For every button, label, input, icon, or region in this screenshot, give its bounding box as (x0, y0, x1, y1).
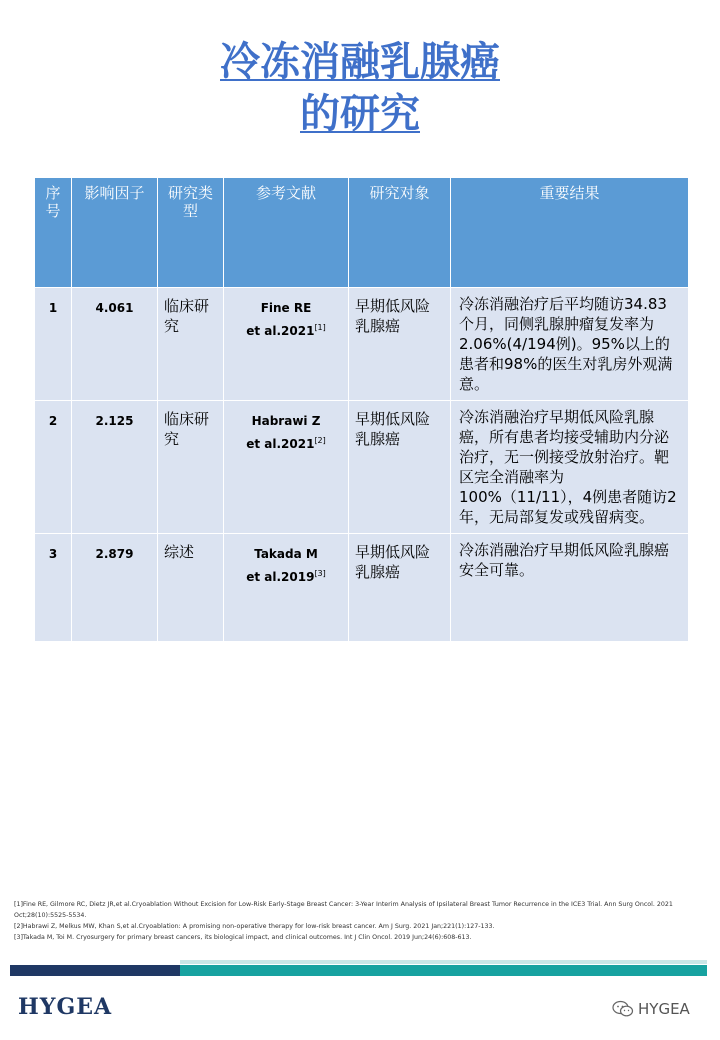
footer-bar-dark (10, 965, 180, 976)
header-type: 研究类型 (158, 178, 224, 288)
ref-sup: [3] (314, 569, 326, 578)
cell-impact: 2.879 (72, 534, 158, 642)
ref-sup: [1] (314, 323, 326, 332)
cell-ref (224, 401, 349, 534)
title-line-1: 冷冻消融乳腺癌 (220, 39, 500, 85)
header-ref: 参考文献 (224, 178, 349, 288)
footer-bar-accent (180, 960, 707, 964)
page-title (0, 36, 720, 140)
ref-year: et al.2021 (246, 437, 315, 451)
table-row (35, 401, 689, 534)
cell-result: 冷冻消融治疗后平均随访34.83个月，同侧乳腺肿瘤复发率为2.06%(4/194例)。95%以上的患者和98%的医生对乳房外观满意。 (451, 288, 689, 401)
cell-ref (224, 288, 349, 401)
cell-subject: 早期低风险乳腺癌 (349, 401, 451, 534)
cell-type: 临床研究 (158, 401, 224, 534)
ref-author: Takada M (254, 547, 318, 561)
ref-author: Fine RE (260, 301, 312, 315)
table-header-row (35, 178, 689, 288)
brand-logo: HYGEA (18, 994, 113, 1020)
header-seq: 序号 (35, 178, 72, 288)
ref-year: et al.2021 (246, 324, 315, 338)
cell-ref (224, 534, 349, 642)
footer-bar-teal (180, 965, 707, 976)
cell-seq: 3 (35, 534, 72, 642)
title-line-2: 的研究 (300, 91, 420, 137)
table-row (35, 288, 689, 401)
header-subject: 研究对象 (349, 178, 451, 288)
cell-impact: 4.061 (72, 288, 158, 401)
cell-type: 临床研究 (158, 288, 224, 401)
ref-author: Habrawi Z (251, 414, 321, 428)
cell-result: 冷冻消融治疗早期低风险乳腺癌安全可靠。 (451, 534, 689, 642)
header-impact: 影响因子 (72, 178, 158, 288)
reference-item: [1]Fine RE, Gilmore RC, Dietz JR,et al.Cryoablation Without Excision for Low-Risk Early-Stage Breast Cancer: 3-Year Interim Analysis of Ipsilateral Breast Tumor Recurrence in the ICE3 Trial. Ann Surg Oncol. 2021 Oct;28(10):5525-5534. (14, 901, 673, 919)
watermark (612, 1000, 690, 1018)
cell-subject: 早期低风险乳腺癌 (349, 534, 451, 642)
cell-seq: 1 (35, 288, 72, 401)
references (14, 899, 708, 943)
cell-type: 综述 (158, 534, 224, 642)
cell-seq: 2 (35, 401, 72, 534)
cell-subject: 早期低风险乳腺癌 (349, 288, 451, 401)
cell-result: 冷冻消融治疗早期低风险乳腺癌，所有患者均接受辅助内分泌治疗，无一例接受放射治疗。靶区完全消融率为100%（11/11），4例患者随访2年，无局部复发或残留病变。 (451, 401, 689, 534)
ref-year: et al.2019 (246, 570, 315, 584)
header-result: 重要结果 (451, 178, 689, 288)
research-table (34, 177, 689, 642)
reference-item: [3]Takada M, Toi M. Cryosurgery for primary breast cancers, its biological impact, and clinical outcomes. Int J Clin Oncol. 2019 Jun;24(6):608-613. (14, 934, 472, 941)
ref-sup: [2] (314, 436, 326, 445)
table-row (35, 534, 689, 642)
wechat-icon (612, 1000, 634, 1018)
watermark-text: HYGEA (638, 1000, 690, 1018)
reference-item: [2]Habrawi Z, Melkus MW, Khan S,et al.Cryoablation: A promising non-operative therapy for low-risk breast cancer. Am J Surg. 2021 Jan;221(1):127-133. (14, 923, 495, 930)
cell-impact: 2.125 (72, 401, 158, 534)
